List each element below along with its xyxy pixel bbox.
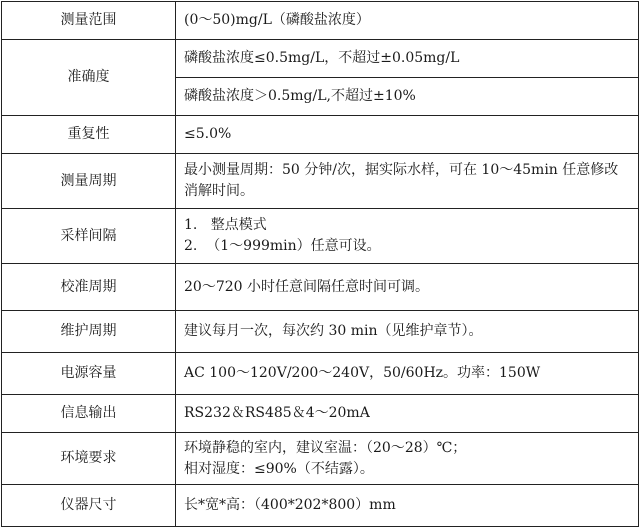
- row-value-accuracy-high: 磷酸盐浓度＞0.5mg/L,不超过±10%: [176, 78, 639, 116]
- row-value-maintenance-cycle: 建议每月一次，每次约 30 min（见维护章节）。: [176, 311, 639, 353]
- row-label-calibration-cycle: 校准周期: [2, 264, 176, 311]
- row-label-environment: 环境要求: [2, 433, 176, 485]
- row-value-repeatability: ≤5.0%: [176, 116, 639, 154]
- table-row: [2, 433, 639, 485]
- table-row: [2, 2, 639, 40]
- spec-table: [1, 1, 639, 527]
- row-value-measuring-cycle: 最小测量周期：50 分钟/次，据实际水样，可在 10～45min 任意修改消解时间。: [176, 154, 639, 209]
- row-value-signal-output: RS232＆RS485＆4～20mA: [176, 395, 639, 433]
- row-label-sampling-interval: 采样间隔: [2, 209, 176, 264]
- row-label-power-capacity: 电源容量: [2, 353, 176, 395]
- row-value-environment: [176, 433, 639, 485]
- table-row: [2, 311, 639, 353]
- sampling-mode-2: 2. （1～999min）任意可设。: [184, 238, 381, 254]
- row-value-dimensions: 长*宽*高：（400*202*800）mm: [176, 485, 639, 527]
- table-row: [2, 395, 639, 433]
- table-row: [2, 116, 639, 154]
- row-label-measuring-range: 测量范围: [2, 2, 176, 40]
- table-row: [2, 209, 639, 264]
- row-label-dimensions: 仪器尺寸: [2, 485, 176, 527]
- row-value-measuring-range: (0～50)mg/L（磷酸盐浓度）: [176, 2, 639, 40]
- sampling-mode-1: 1. 整点模式: [184, 217, 267, 233]
- environment-temperature: 环境静稳的室内，建议室温：（20～28）℃；: [184, 439, 467, 456]
- table-row: [2, 264, 639, 311]
- row-label-signal-output: 信息输出: [2, 395, 176, 433]
- table-row: [2, 485, 639, 527]
- row-label-repeatability: 重复性: [2, 116, 176, 154]
- row-value-sampling-interval: [176, 209, 639, 264]
- row-label-measuring-cycle: 测量周期: [2, 154, 176, 209]
- table-row: [2, 353, 639, 395]
- table-row: [2, 154, 639, 209]
- table-row: [2, 40, 639, 78]
- row-label-accuracy: 准确度: [2, 40, 176, 116]
- row-value-power-capacity: AC 100～120V/200～240V，50/60Hz。功率：150W: [176, 353, 639, 395]
- row-label-maintenance-cycle: 维护周期: [2, 311, 176, 353]
- row-value-accuracy-low: 磷酸盐浓度≤0.5mg/L，不超过±0.05mg/L: [176, 40, 639, 78]
- row-value-calibration-cycle: 20～720 小时任意间隔任意时间可调。: [176, 264, 639, 311]
- environment-humidity: 相对湿度：≤90%（不结露）。: [184, 460, 374, 477]
